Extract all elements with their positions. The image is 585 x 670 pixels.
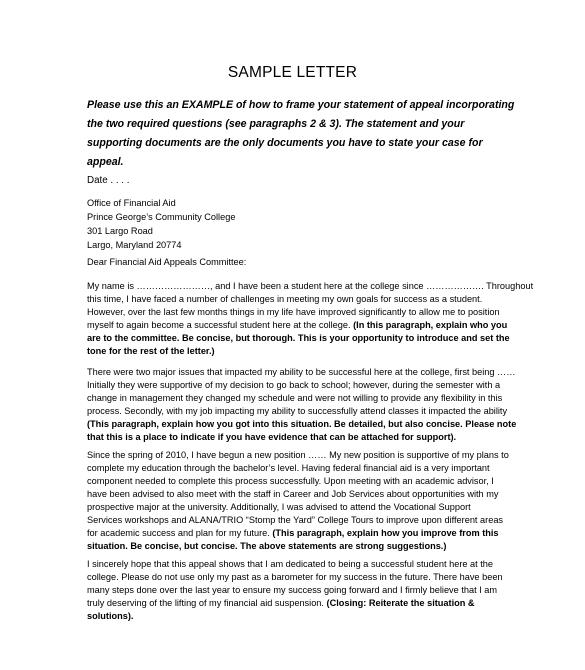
p2-line-5: (This paragraph, explain how you got into this situation. Be detailed, but also concise. Please note — [87, 419, 517, 429]
p2-line-2: Initially they were supportive of my decision to go back to school; however, during the semester with a — [87, 380, 501, 390]
p4-line-4 — [87, 597, 511, 610]
p2-line-4: process. Secondly, with my job impacting my ability to successfully attend classes it impacted the ability — [87, 406, 508, 416]
paragraph-4 — [87, 558, 511, 623]
p3-line-1: Since the spring of 2010, I have begun a new position …… My new position is supportive of my plans to — [87, 450, 509, 460]
document-title: SAMPLE LETTER — [227, 64, 358, 81]
date-line: Date . . . . — [87, 175, 130, 186]
salutation: Dear Financial Aid Appeals Committee: — [87, 257, 247, 267]
paragraph-3 — [87, 449, 511, 553]
p2-line-3: change in management they changed my schedule and were not willing to provide any flexibility in this — [87, 393, 503, 403]
recipient-address — [87, 196, 235, 252]
p1-line-2: this time, I have faced a number of challenges in meeting my own goals for success as a student. — [87, 294, 483, 304]
p3-line-7-guidance: (This paragraph, explain how you improve from this — [272, 528, 499, 538]
p1-line-4-text: myself to again become a successful student here at the college. — [87, 320, 354, 330]
p4-line-1: I sincerely hope that this appeal shows that I am dedicated to being a successful student here at the — [87, 559, 494, 569]
p1-line-1: My name is ……………………, and I have been a student here at the college since ………………. Throughout — [87, 281, 534, 291]
address-line-1: Office of Financial Aid — [87, 198, 176, 208]
p1-line-6: tone for the rest of the letter.) — [87, 346, 215, 356]
p4-line-4-text: truly deserving of the lifting of my financial aid suspension. — [87, 598, 327, 608]
p3-line-7-text: for academic success and plan for my future. — [87, 528, 273, 538]
p3-line-4: have been advised to also meet with the staff in Career and Job Services about opportunities with my — [87, 489, 499, 499]
p1-line-4 — [87, 319, 511, 332]
p4-line-3: many steps done over the last year to ensure my success going forward and I firmly believe that I am — [87, 585, 498, 595]
paragraph-1 — [87, 280, 534, 358]
p1-line-5: are to the committee. Be concise, but thorough. This is your opportunity to introduce and set the — [87, 333, 510, 343]
instructions-paragraph: Please use this an EXAMPLE of how to frame your statement of appeal incorporating the two required questions (see paragraphs 2 & 3). The statement and your supporting documents are the only documents you have to state your case for appeal. — [87, 99, 515, 168]
p4-line-2: college. Please do not use only my past as a barometer for my success in the future. There have been — [87, 572, 503, 582]
p4-line-5: solutions). — [87, 611, 134, 621]
p3-line-8: situation. Be concise, but concise. The above statements are strong suggestions.) — [87, 541, 447, 551]
p2-line-1: There were two major issues that impacted my ability to be successful here at the college, first being …… — [87, 367, 516, 377]
address-line-3: 301 Largo Road — [87, 226, 153, 236]
address-line-4: Largo, Maryland 20774 — [87, 240, 182, 250]
p3-line-3: component needed to complete this process successfully. Upon meeting with an academic advisor, I — [87, 476, 494, 486]
p3-line-2: complete my education through the bachelor’s level. Having federal financial aid is a very important — [87, 463, 490, 473]
p1-line-4-guidance: (In this paragraph, explain who you — [353, 320, 508, 330]
p2-line-6: that this is a place to indicate if you have evidence that can be attached for support). — [87, 432, 457, 442]
p3-line-5: prospective major at the university. Additionally, I was advised to attend the Vocational Support — [87, 502, 471, 512]
address-line-2: Prince George’s Community College — [87, 212, 236, 222]
p4-line-4-guidance: (Closing: Reiterate the situation & — [326, 598, 475, 608]
p3-line-6: Services workshops and ALANA/TRIO “Stomp the Yard” College Tours to improve upon different areas — [87, 515, 504, 525]
p3-line-7 — [87, 527, 511, 540]
paragraph-2 — [87, 366, 517, 444]
p1-line-3: However, over the last few months things in my life have improved significantly to allow me to position — [87, 307, 500, 317]
